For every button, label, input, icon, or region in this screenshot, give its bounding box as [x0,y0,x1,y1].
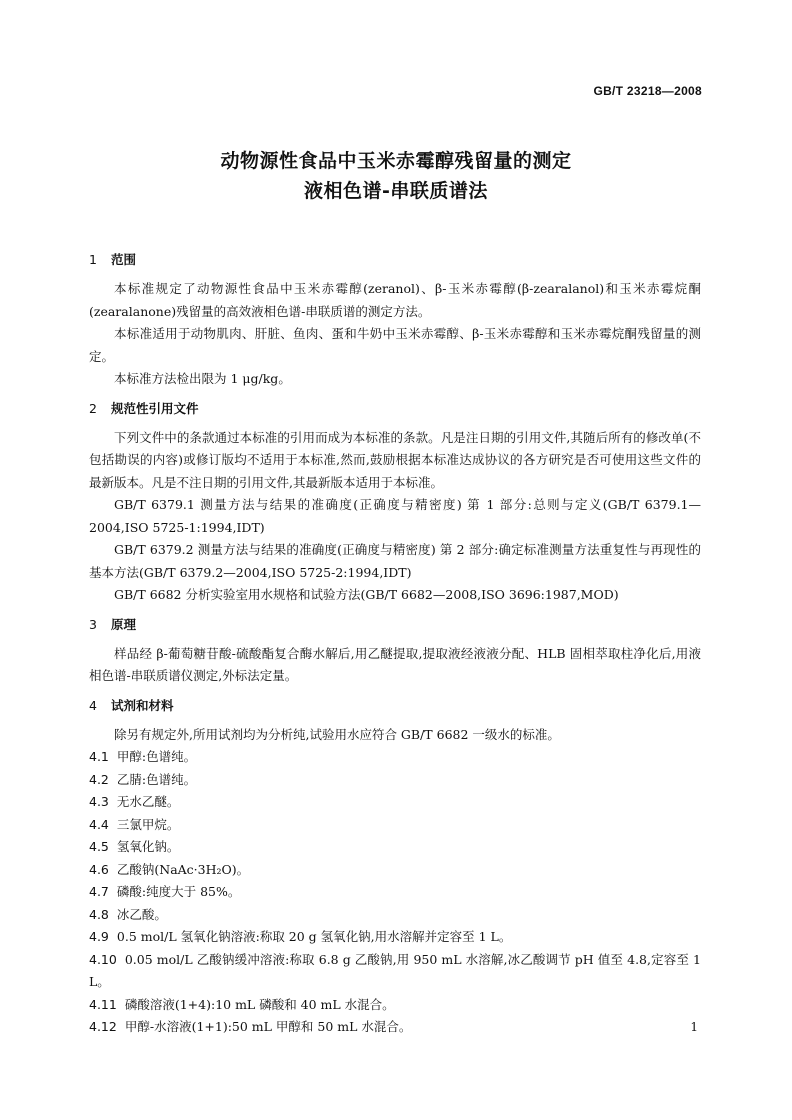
section-title: 原理 [111,616,137,632]
section-number: 3 [89,616,97,632]
paragraph: 本标准规定了动物源性食品中玉米赤霉醇(zeranol)、β-玉米赤霉醇(β-zearalanol)和玉米赤霉烷酮(zearalanone)残留量的高效液相色谱-串联质谱的测定方法。 [89,281,701,319]
item-text: 冰乙酸。 [116,906,167,922]
title-line-1: 动物源性食品中玉米赤霉醇残留量的测定 [220,150,572,172]
item-text: 无水乙醚。 [116,794,180,809]
list-item [89,836,701,859]
paragraph: 本标准适用于动物肌肉、肝脏、鱼肉、蛋和牛奶中玉米赤霉醇、β-玉米赤霉醇和玉米赤霉烷酮残留量的测定。 [89,326,701,364]
item-text: 乙酸钠(NaAc·3H₂O)。 [116,861,250,877]
list-item [89,859,701,882]
list-item [89,926,701,949]
list-item [89,881,701,904]
list-item [89,769,701,792]
list-item [89,791,701,814]
item-number: 4.8 [89,906,109,922]
item-number: 4.6 [89,861,109,877]
paragraph: 下列文件中的条款通过本标准的引用而成为本标准的条款。凡是注日期的引用文件,其随后所有的修改单(不包括勘误的内容)或修订版均不适用于本标准,然而,鼓励根据本标准达成协议的各方研究是否可使用这些文件的最新版本。凡是不注日期的引用文件,其最新版本适用于本标准。 [89,429,701,490]
item-number: 4.9 [89,929,109,944]
standard-code: GB/T 23218—2008 [593,84,702,98]
item-number: 4.1 [89,749,109,764]
document-title [0,146,792,206]
section-number: 1 [89,252,97,267]
paragraph: 样品经 β-葡萄糖苷酸-硫酸酯复合酶水解后,用乙醚提取,提取液经液液分配、HLB 固相萃取柱净化后,用液相色谱-串联质谱仪测定,外标法定量。 [89,645,701,683]
section-3-heading [89,615,701,635]
section-title: 范围 [111,252,137,267]
item-number: 4.10 [89,951,117,967]
document-body [89,250,701,1039]
section-2-heading [89,399,701,419]
item-number: 4.11 [89,996,117,1012]
list-item [89,1016,701,1039]
page-number: 1 [690,1020,698,1034]
title-line-2: 液相色谱-串联质谱法 [304,180,488,202]
section-title: 试剂和材料 [111,697,174,713]
item-number: 4.5 [89,839,109,854]
list-item [89,904,701,927]
section-4-heading [89,696,701,716]
item-number: 4.4 [89,816,109,832]
section-number: 4 [89,697,97,713]
item-number: 4.12 [89,1019,117,1034]
list-item [89,994,701,1017]
paragraph: 除另有规定外,所用试剂均为分析纯,试验用水应符合 GB/T 6682 一级水的标准。 [114,726,560,742]
list-item [89,746,701,769]
reference-entry: GB/T 6379.1 测量方法与结果的准确度(正确度与精密度) 第 1 部分:总则与定义(GB/T 6379.1—2004,ISO 5725-1:1994,IDT) [89,497,701,535]
reference-entry: GB/T 6379.2 测量方法与结果的准确度(正确度与精密度) 第 2 部分:确定标准测量方法重复性与再现性的基本方法(GB/T 6379.2—2004,ISO 5725-2:1994,IDT) [89,542,701,580]
item-text: 三氯甲烷。 [116,816,180,832]
section-1-heading [89,250,701,270]
item-text: 氢氧化钠。 [116,839,180,854]
item-text: 0.5 mol/L 氢氧化钠溶液:称取 20 g 氢氧化钠,用水溶解并定容至 1 L。 [116,929,512,944]
section-number: 2 [89,400,97,416]
section-title: 规范性引用文件 [111,400,199,416]
item-text: 磷酸:纯度大于 85%。 [116,884,241,899]
item-text: 磷酸溶液(1+4):10 mL 磷酸和 40 mL 水混合。 [124,996,395,1012]
list-item [89,949,701,994]
reference-entry: GB/T 6682 分析实验室用水规格和试验方法(GB/T 6682—2008,ISO 3696:1987,MOD) [114,587,619,602]
item-text: 乙腈:色谱纯。 [116,771,197,787]
item-number: 4.3 [89,794,109,809]
item-number: 4.2 [89,771,109,787]
item-text: 甲醇:色谱纯。 [116,749,197,764]
paragraph: 本标准方法检出限为 1 μg/kg。 [114,371,291,386]
item-text: 0.05 mol/L 乙酸钠缓冲溶液:称取 6.8 g 乙酸钠,用 950 mL 水溶解,冰乙酸调节 pH 值至 4.8,定容至 1 L。 [89,951,701,989]
list-item [89,814,701,837]
item-text: 甲醇-水溶液(1+1):50 mL 甲醇和 50 mL 水混合。 [124,1019,412,1034]
item-number: 4.7 [89,884,109,899]
